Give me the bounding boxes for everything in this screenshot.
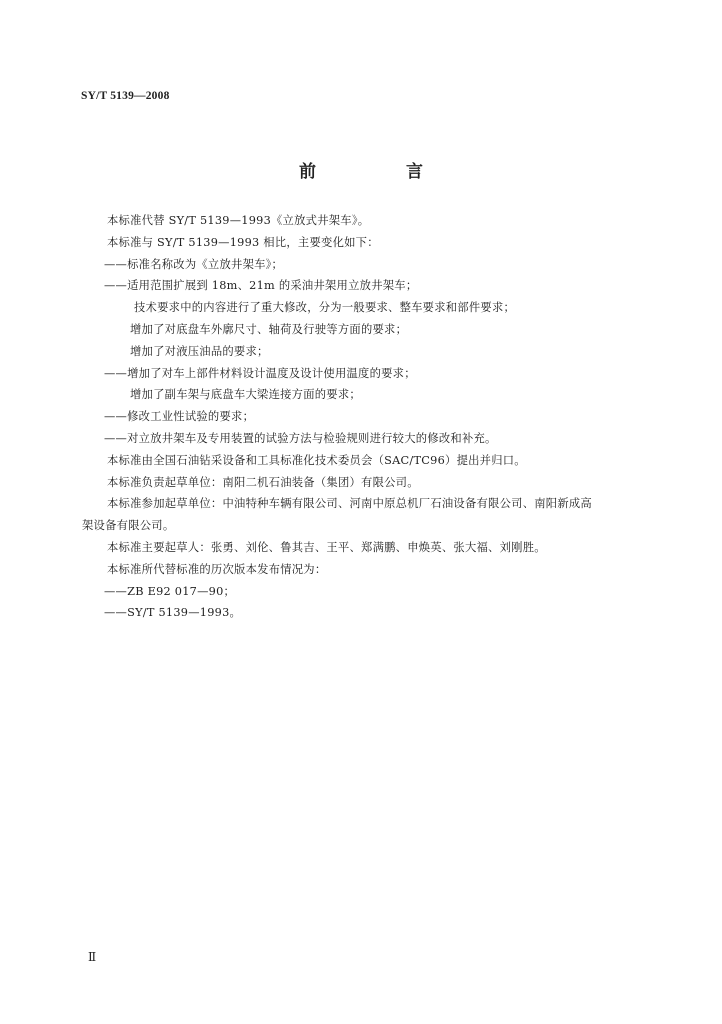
foreword-line: 技术要求中的内容进行了重大修改，分为一般要求、整车要求和部件要求； xyxy=(134,301,516,315)
foreword-line: 增加了对液压油品的要求； xyxy=(130,344,269,358)
foreword-line: 增加了对底盘车外廓尺寸、轴荷及行驶等方面的要求； xyxy=(130,322,408,336)
foreword-line: ——ZB E92 017—90； xyxy=(104,584,236,598)
foreword-line: 增加了副车架与底盘车大梁连接方面的要求； xyxy=(130,388,361,402)
foreword-line: ——SY/T 5139—1993。 xyxy=(104,606,242,620)
foreword-line: 本标准由全国石油钻采设备和工具标准化技术委员会（SAC/TC96）提出并归口。 xyxy=(107,453,526,467)
foreword-line: 本标准代替 SY/T 5139—1993《立放式井架车》。 xyxy=(107,214,370,227)
foreword-line: 本标准与 SY/T 5139—1993 相比，主要变化如下： xyxy=(107,235,379,249)
foreword-line: 本标准参加起草单位：中油特种车辆有限公司、河南中原总机厂石油设备有限公司、南阳新成高 xyxy=(107,497,592,511)
foreword-line: 架设备有限公司。 xyxy=(82,519,175,533)
page-title: 前 言 xyxy=(299,162,465,182)
standard-code-header: SY/T 5139—2008 xyxy=(81,90,170,102)
page-number: Ⅱ xyxy=(88,950,97,964)
foreword-line: ——对立放井架车及专用装置的试验方法与检验规则进行较大的修改和补充。 xyxy=(104,431,497,445)
foreword-line: 本标准负责起草单位：南阳二机石油装备（集团）有限公司。 xyxy=(107,475,419,489)
foreword-line: 本标准所代替标准的历次版本发布情况为： xyxy=(107,562,327,576)
foreword-line: ——标准名称改为《立放井架车》； xyxy=(104,257,284,271)
foreword-line: 本标准主要起草人：张勇、刘伦、鲁其吉、王平、郑满鹏、申焕英、张大福、刘刚胜。 xyxy=(107,540,546,554)
foreword-line: ——修改工业性试验的要求； xyxy=(104,410,255,424)
foreword-line: ——适用范围扩展到 18m、21m 的采油井架用立放井架车； xyxy=(104,279,418,293)
foreword-body xyxy=(82,210,667,624)
foreword-line: ——增加了对车上部件材料设计温度及设计使用温度的要求； xyxy=(104,366,416,380)
